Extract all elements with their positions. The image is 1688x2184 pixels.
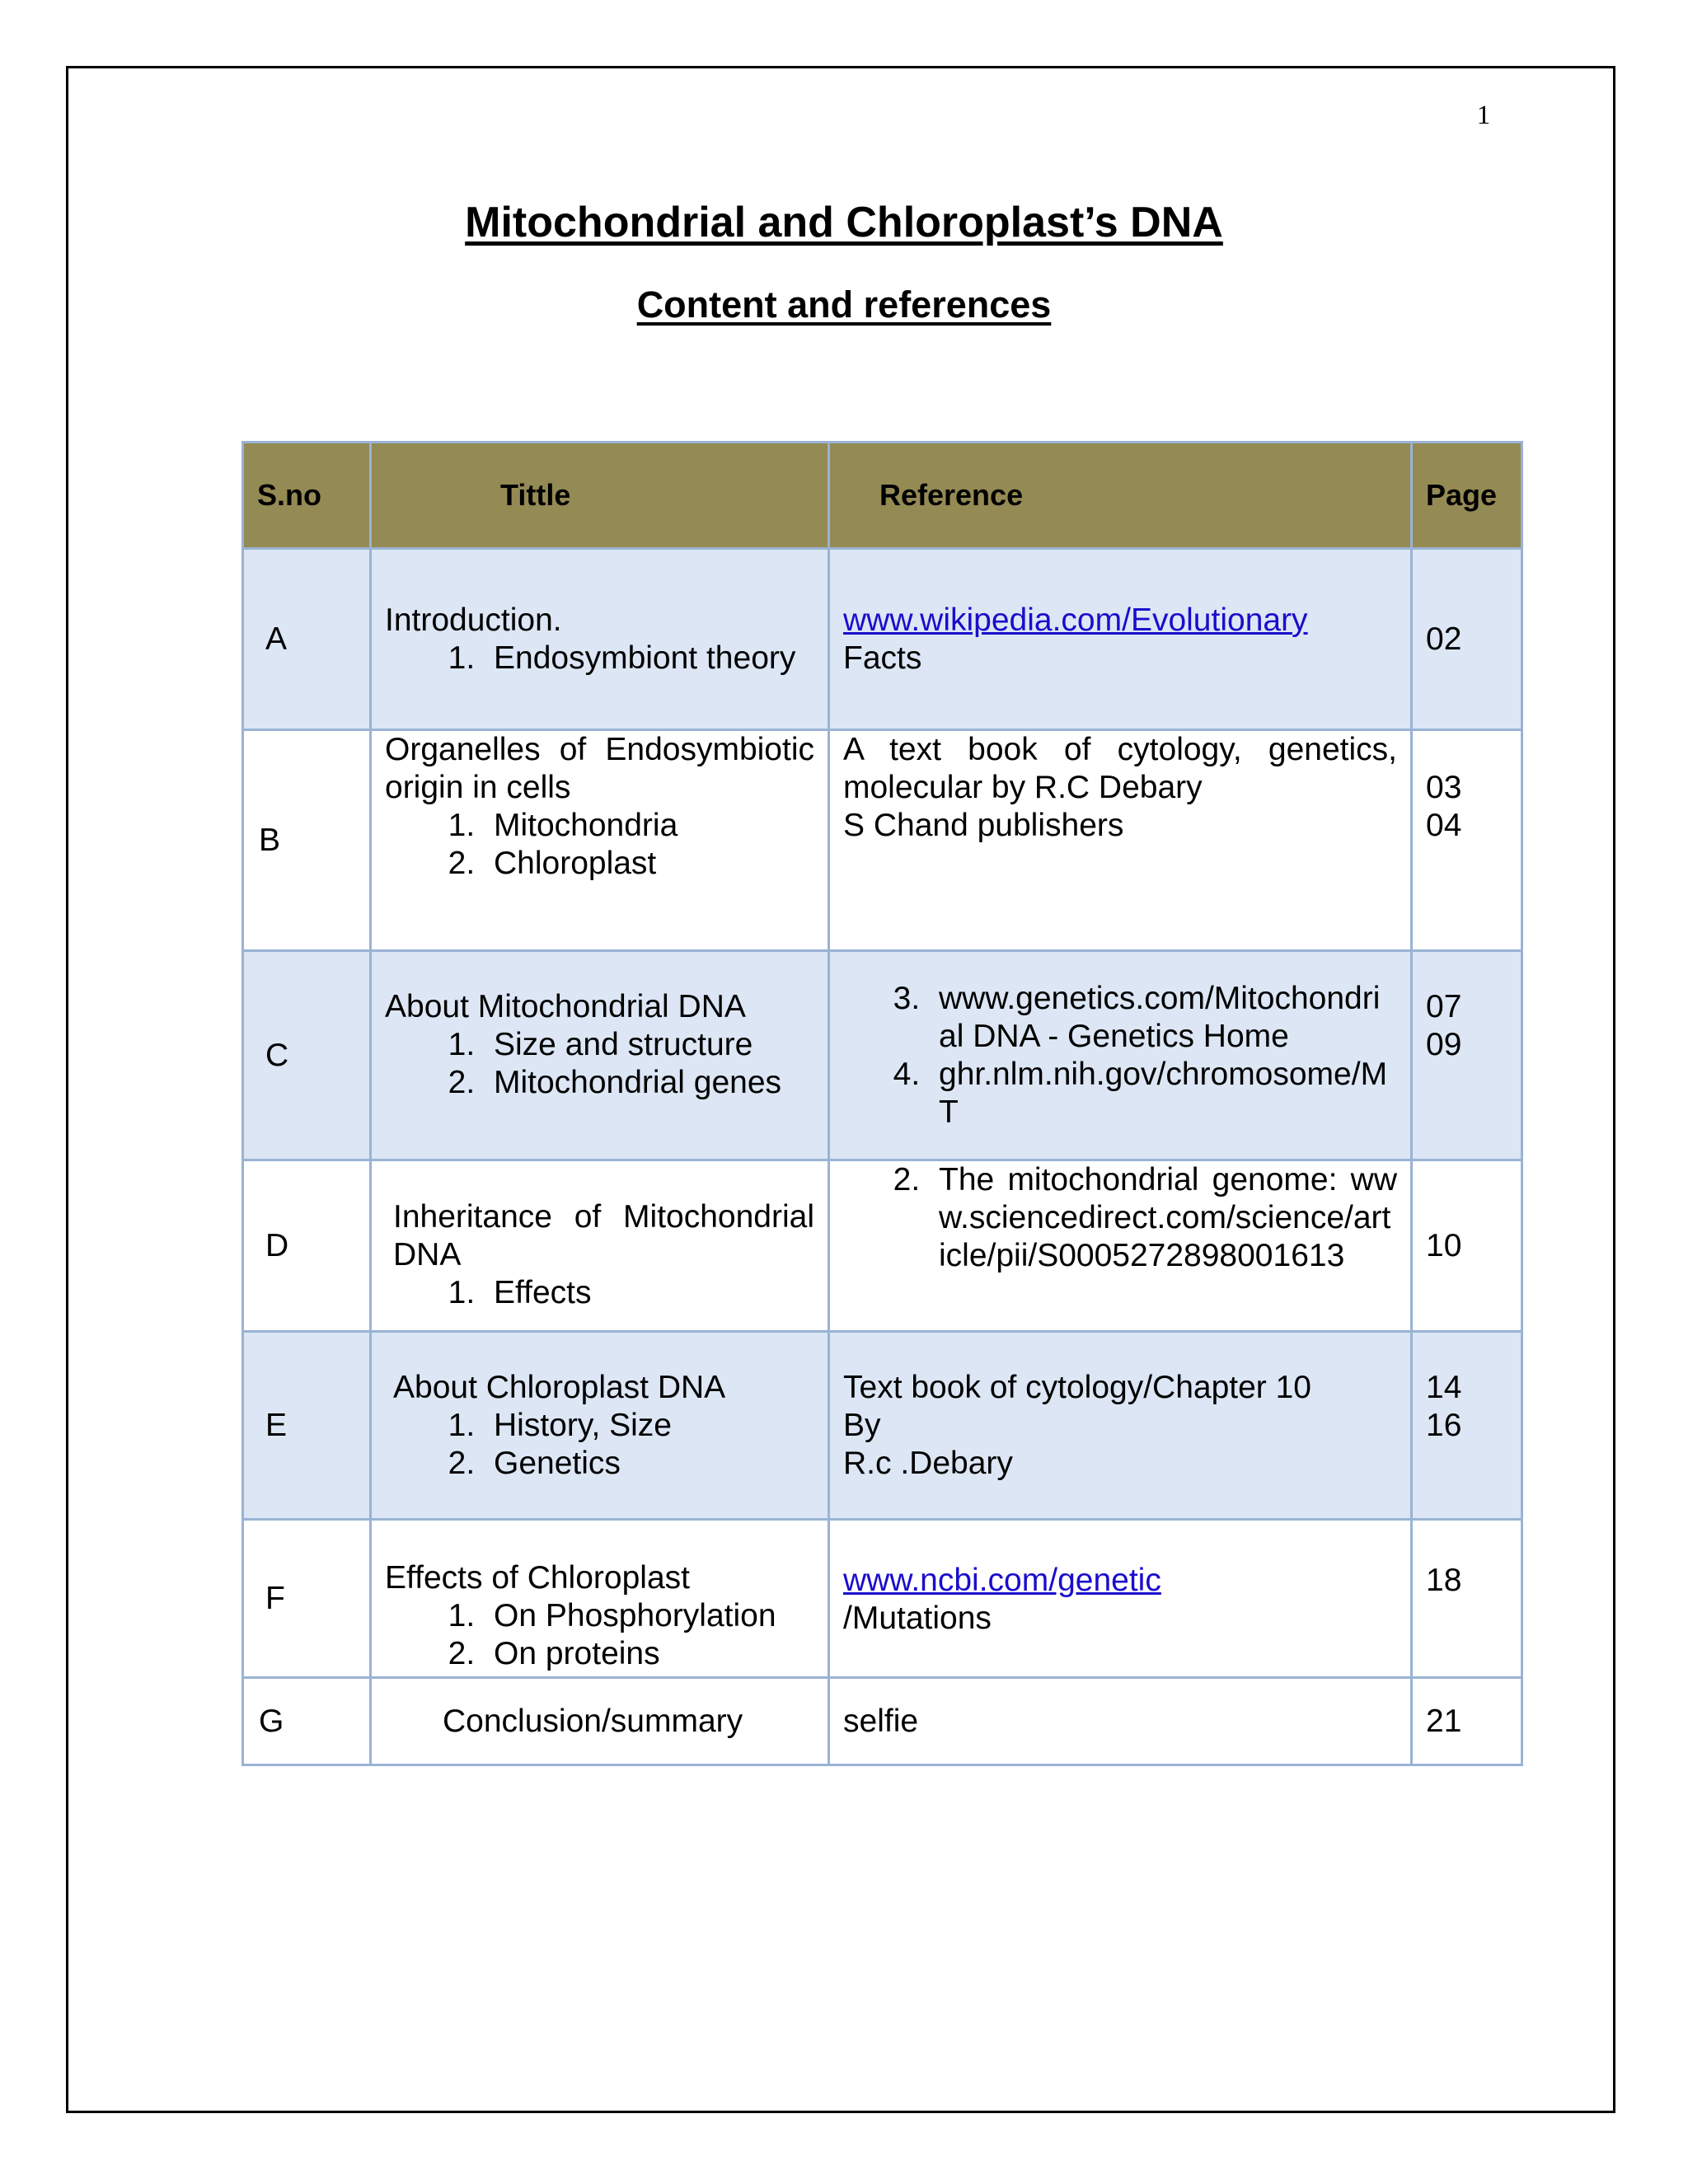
- reference-link[interactable]: www.ncbi.com/genetic: [843, 1563, 1161, 1598]
- row-title: Inheritance of Mitochondrial DNA 1. Effects: [371, 1160, 829, 1332]
- row-reference: 2. The mitochondrial genome: www.sciencedirect.com/science/article/pii/S0005272898001613: [829, 1160, 1412, 1332]
- header-title: Tittle: [371, 443, 829, 549]
- contents-table: [241, 441, 1523, 1766]
- row-title: Conclusion/summary: [371, 1678, 829, 1765]
- row-title: Introduction. 1. Endosymbiont theory: [371, 549, 829, 730]
- row-reference: Text book of cytology/Chapter 10 By R.c .Debary: [829, 1332, 1412, 1520]
- row-reference: www.wikipedia.com/Evolutionary Facts: [829, 549, 1412, 730]
- row-title: Effects of Chloroplast 1. On Phosphorylation 2. On proteins: [371, 1520, 829, 1678]
- table-row: [243, 730, 1522, 951]
- table-header-row: [243, 443, 1522, 549]
- table-row: [243, 1332, 1522, 1520]
- table-row: [243, 1520, 1522, 1678]
- row-sno: B: [243, 730, 371, 951]
- row-page: 07 09: [1412, 951, 1522, 1160]
- reference-link[interactable]: www.wikipedia.com/Evolutionary: [843, 602, 1308, 638]
- page-number: 1: [1476, 101, 1491, 130]
- row-sno: C: [243, 951, 371, 1160]
- row-reference: www.ncbi.com/genetic /Mutations: [829, 1520, 1412, 1678]
- row-page: 21: [1412, 1678, 1522, 1765]
- row-page: 03 04: [1412, 730, 1522, 951]
- row-reference: 3. www.genetics.com/Mitochondrial DNA - Genetics Home 4. ghr.nlm.nih.gov/chromosome/MT: [829, 951, 1412, 1160]
- header-page: Page: [1412, 443, 1522, 549]
- row-title: About Chloroplast DNA 1. History, Size 2. Genetics: [371, 1332, 829, 1520]
- header-reference: Reference: [829, 443, 1412, 549]
- table-row: [243, 1160, 1522, 1332]
- row-sno: D: [243, 1160, 371, 1332]
- document-title: Mitochondrial and Chloroplast’s DNA: [465, 199, 1223, 246]
- row-sno: E: [243, 1332, 371, 1520]
- row-sno: G: [243, 1678, 371, 1765]
- row-sno: A: [243, 549, 371, 730]
- row-sno: F: [243, 1520, 371, 1678]
- row-reference: selfie: [829, 1678, 1412, 1765]
- row-title: About Mitochondrial DNA 1. Size and structure 2. Mitochondrial genes: [371, 951, 829, 1160]
- row-page: 02: [1412, 549, 1522, 730]
- header-sno: S.no: [243, 443, 371, 549]
- table-row: [243, 1678, 1522, 1765]
- row-page: 18: [1412, 1520, 1522, 1678]
- table-row: [243, 951, 1522, 1160]
- row-title: Organelles of Endosymbiotic origin in cells 1. Mitochondria 2. Chloroplast: [371, 730, 829, 951]
- row-reference: A text book of cytology, genetics, molecular by R.C Debary S Chand publishers: [829, 730, 1412, 951]
- document-subtitle: Content and references: [636, 284, 1052, 326]
- row-page: 10: [1412, 1160, 1522, 1332]
- table-row: [243, 549, 1522, 730]
- row-page: 14 16: [1412, 1332, 1522, 1520]
